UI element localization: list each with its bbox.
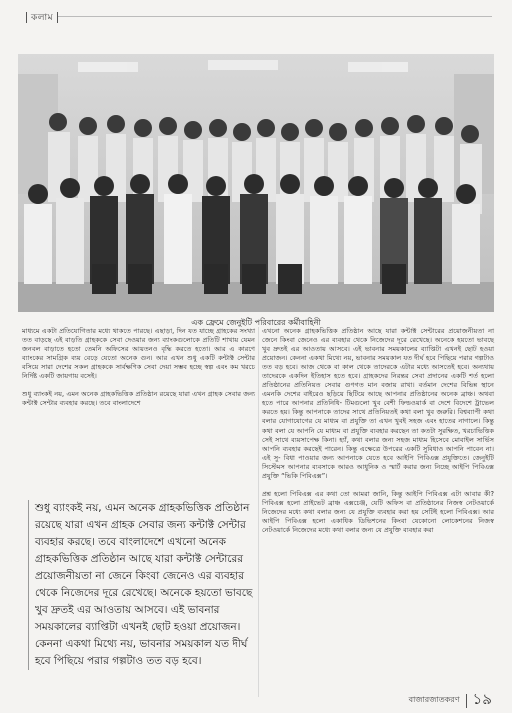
section-label: কলাম — [31, 13, 54, 23]
page-number: ১৯ — [472, 690, 492, 708]
pull-quote-text: শুধু ব্যাংকই নয়, এমন অনেক গ্রাহকভিত্তিক প্রতিষ্ঠান রয়েছে যারা এখন গ্রাহক সেবার জন্য কন্টাক্ট সেন্টার ব্যবহার করছে। তবে বাংলাদেশে এখনো অনেক গ্রাহকভিত্তিক প্রতিষ্ঠান আছে যারা কন্টাক্ট সেন্টারের প্রয়োজনীয়তা না জেনে কিংবা জেনেও এর ব্যবহার থেকে নিজেদের দূরে রেখেছে। অনেকে হয়তো ভাবছে খুব দ্রুতই এর আওতায় আসবে। এই ভাবনার সময়কালের ব্যাপ্তিটা এখনই ছোট হওয়া প্রয়োজন। কেননা একথা মিথ্যে নয়, ভাবনার সময়কাল যত দীর্ঘ হবে পিছিয়ে পরার গল্পটাও তত বড় হবে। — [35, 502, 253, 667]
page-footer — [409, 688, 492, 713]
right-para-1: এখনো অনেক গ্রাহকভিত্তিক প্রতিষ্ঠান আছে যারা কন্টাক্ট সেন্টারের প্রয়োজনীয়তা না জেনে কিংবা জেনেও এর ব্যবহার থেকে নিজেদের দূরে রেখেছে। অনেকে হয়তো ভাবছে খুব দ্রুতই এর আওতায় আসবে। এই ভাবনার সময়কালের ব্যাপ্তিটা এখনই ছোট হওয়া প্রয়োজন। কেননা একথা মিথ্যে নয়, ভাবনার সময়কাল যত দীর্ঘ হবে পিছিয়ে পরার গল্পটাও তত বড় হবে। আজ থেকে বা কাল থেকে তাদেরকে এটার মধ্যে আসতেই হবে। অন্যথায় তাদেরকে একদিন ইতিহাস হতে হবে। গ্রাহকদের নিরন্তর সেবা প্রদানের একটি শর্ত হলো প্রতিষ্ঠানের প্রতিনিয়ত সেবার গুণগত মান বজায় রাখা। বর্তমান দেশের বিভিন্ন স্থানে এমনকি দেশের বাইরেও ছড়িয়ে ছিটিয়ে আছে আপনার প্রতিষ্ঠানের অনেক ব্রাঞ্চ। অথবা হতে পারে আপনার প্রতিনিধি- টিমগুলো খুব বেশী ফিল্ডওয়ার্ক বা দেশে বিদেশে ট্রাভেল করতে হয়। কিন্তু আপনাকে তাদের সাথে প্রতিনিয়তই কথা বলা খুব জরুরি। বিশ্বব্যাপী কথা বলার যোগাযোগের যে মাধ্যম বা প্রযুক্তি তা এখন খুবই সহজ এবং হাতের নাগালে। কিন্তু কথা বলা যে আপনি যে মাধ্যম বা প্রযুক্তি ব্যবহার করছেন তা কতটা সুরক্ষিত, খরচাভিত্তিক সেই সাথে ব্যয়সাপেক্ষ কিনা। হ্যাঁ, কথা বলার জন্য সহজ মাধ্যম হিসেবে মোবাইল সার্ভিস আপনি ব্যবহার করছেই পারেন। কিন্তু এক্ষেত্রে উপরের একটি সুবিধাও আপনি পাবেন না। এই সু- বিধা পাওয়ার জন্য আপনাকে যেতে হবে আইপি পিবিএক্স প্রযুক্তিতে। জেনুইটি সিস্টেমস আপনার ব্যবসাকে আরও আধুনিক ও স্মার্ট করার জন্য নিচ্ছে আইপি পিবিএক্স প্রযুক্তি “ভিকি পিবিএক্স”। — [262, 327, 494, 480]
magazine-name: বাজারজাতকরণ — [408, 695, 460, 704]
section-bar-left — [26, 12, 27, 23]
group-photo — [18, 54, 494, 312]
right-column — [262, 327, 494, 535]
left-para-1: মাধ্যমে একটা প্রতিযোগিতার মধ্যে থাকতে পারছে। এছাড়া, দিন যত যাচ্ছে গ্রাহকের সংখ্যা তত বাড়ছে এই বাড়তি গ্রাহককে সেবা দেওয়ার জন্য ব্যাংকগুলোকে প্রতিটি শাখায় যেমন জনবল বাড়াতে হতো তেমনি অফিসের আয়তনও বৃদ্ধি করতে হতো। আর এ কারণে ব্যাংকের সামগ্রিক ব্যয় বেড়ে যেতো অনেক গুন। আর এখন শুধু একটি কন্টাক্ট সেন্টার বসিয়ে সারা দেশের সকল গ্রাহককে সার্বক্ষণিক সেবা দেয়া সম্ভব হচ্ছে স্বল্প এবং কম খরচে নির্দিষ্ট একটি জায়গায় বসেই। — [22, 327, 255, 381]
left-para-2: শুধু ব্যাংকই নয়, এমন অনেক গ্রাহকভিত্তিক প্রতিষ্ঠান রয়েছে যারা এখন গ্রাহক সেবার জন্য কন্টাক্ট সেন্টার ব্যবহার করছে। তবে বাংলাদেশে — [22, 390, 255, 408]
left-column — [22, 327, 255, 408]
pull-quote — [28, 500, 259, 670]
column-divider — [258, 327, 259, 697]
right-para-2: প্রশ্ন হলো পিবিএক্স এর কথা তো আমরা জানি, কিন্তু আইপি পিবিএক্স এটা আবার কী? পিবিএক্স হলো প্রাইভেট ব্রাঞ্চ এক্সচেঞ্জ, যেটি অফিস বা প্রতিষ্ঠানের নিজস্ব নেটওয়ার্কে নিজেদের মধ্যে কথা বলার জন্য যে প্রযুক্তি ব্যবহার করা হয় সেটিই হলো পিবিএক্স। আর আইপি পিবিএক্স হলো একাধিক ডিভিশনের কিংবা যেকোনো লোকেশনের নিজস্ব নেটওয়ার্কে নিজেদের মধ্যে কথা বলার জন্য যে প্রযুক্তি ব্যবহার করা — [262, 489, 494, 534]
photo-caption: এক ফ্রেমে জেনুইটি পরিবারের কর্মীবাহিনী — [191, 318, 321, 327]
footer-separator — [466, 694, 467, 708]
header-rule — [58, 16, 492, 17]
section-bar-right — [57, 12, 58, 23]
group-photo-image — [18, 54, 494, 312]
section-tag — [22, 10, 62, 25]
